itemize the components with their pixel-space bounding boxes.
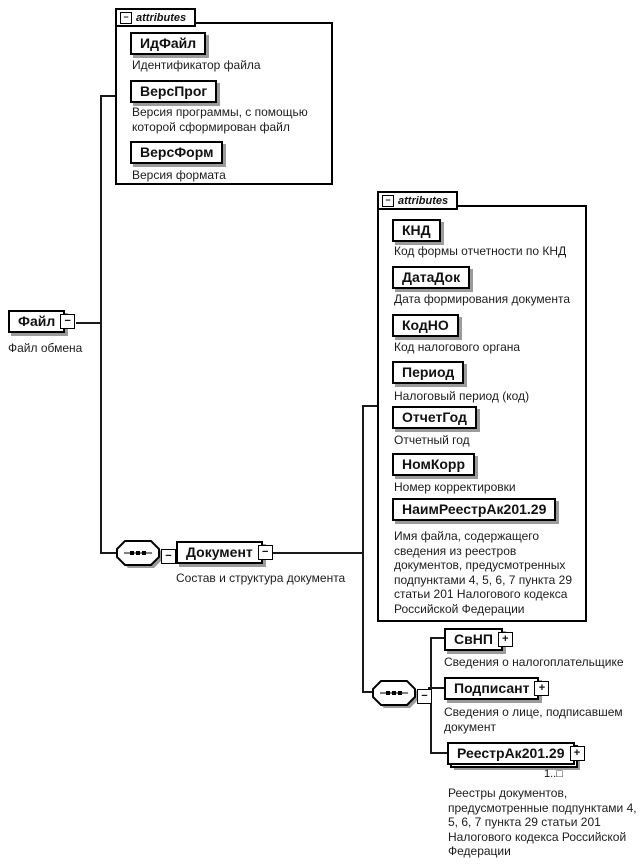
element-reestrak[interactable]	[447, 742, 575, 765]
attribute-description: Версия программы, с помощью которой сформирован файл	[132, 105, 308, 134]
connector-line	[362, 405, 378, 407]
attribute-description: Дата формирования документа	[394, 292, 571, 306]
element-reestrak-caption: Реестры документов, предусмотренные подпунктами 4, 5, 6, 7 пункта 29 статьи 201 Налогового кодекса Российской Федерации	[448, 786, 637, 858]
collapse-toggle-icon[interactable]: −	[417, 689, 432, 704]
element-document-caption: Состав и структура документа	[176, 571, 346, 585]
element-document[interactable]	[176, 541, 263, 564]
element-svnp-caption: Сведения о налогоплательщике	[444, 655, 624, 669]
attribute-box-otchetgod[interactable]: ОтчетГод	[392, 406, 477, 429]
attributes-panel-file	[115, 8, 333, 185]
element-podpisant-label: Подписант	[454, 680, 530, 696]
sequence-indicator-icon	[116, 540, 166, 572]
connector-line	[100, 95, 102, 554]
attribute-description: Версия формата	[132, 168, 226, 182]
connector-line	[264, 552, 362, 554]
attribute-description: Налоговый период (код)	[394, 389, 530, 403]
sequence-indicator-icon	[372, 680, 422, 712]
element-file-caption: Файл обмена	[8, 341, 83, 355]
attribute-description: Идентификатор файла	[132, 58, 261, 72]
collapse-toggle-icon[interactable]: −	[161, 549, 176, 564]
expand-toggle-icon[interactable]: +	[534, 681, 549, 696]
attribute-box-kodno[interactable]: КодНО	[392, 314, 459, 337]
connector-line	[76, 322, 100, 324]
attribute-box-versform[interactable]: ВерсФорм	[130, 141, 223, 164]
attribute-box-versprog[interactable]: ВерсПрог	[130, 80, 217, 103]
attribute-box-period[interactable]: Период	[392, 361, 464, 384]
element-svnp-label: СвНП	[454, 631, 493, 647]
attributes-tab-label: attributes	[398, 194, 449, 207]
collapse-icon[interactable]: −	[120, 12, 132, 24]
attribute-description: Код налогового органа	[394, 340, 521, 354]
attributes-body	[115, 22, 333, 185]
element-svnp[interactable]	[444, 628, 503, 651]
collapse-icon[interactable]: −	[382, 195, 394, 207]
attribute-description: Код формы отчетности по КНД	[394, 244, 567, 258]
attributes-tab-label: attributes	[136, 11, 187, 24]
attribute-description: Номер корректировки	[394, 480, 516, 494]
connector-line	[362, 405, 364, 693]
attribute-box-datadok[interactable]: ДатаДок	[392, 266, 470, 289]
attributes-tab[interactable]	[115, 8, 196, 27]
attribute-description: Отчетный год	[394, 433, 470, 447]
attribute-box-knd[interactable]: КНД	[392, 219, 441, 242]
element-reestrak-label: РеестрАк201.29	[457, 745, 565, 761]
attributes-panel-document	[377, 191, 587, 622]
multiplicity-label: 1..□	[544, 768, 563, 780]
element-document-label: Документ	[186, 544, 253, 560]
collapse-toggle-icon[interactable]: −	[60, 314, 75, 329]
attribute-box-naimreestr[interactable]: НаимРеестрАк201.29	[392, 498, 556, 521]
attribute-box-idfile[interactable]: ИдФайл	[130, 32, 206, 55]
element-file-label: Файл	[18, 313, 56, 329]
collapse-toggle-icon[interactable]: −	[258, 545, 273, 560]
expand-toggle-icon[interactable]: +	[498, 632, 513, 647]
element-podpisant-caption: Сведения о лице, подписавшем документ	[444, 705, 623, 734]
attribute-box-nomkorr[interactable]: НомКорр	[392, 453, 475, 476]
element-podpisant[interactable]	[444, 677, 539, 700]
attribute-description: Имя файла, содержащего сведения из реестров документов, предусмотренных подпунктами 4, 5, 6, 7 пункта 29 статьи 201 Налогового кодекса Российской Федерации	[394, 529, 573, 616]
expand-toggle-icon[interactable]: +	[570, 746, 585, 761]
attributes-body	[377, 205, 587, 622]
element-file[interactable]	[8, 310, 65, 333]
connector-line	[430, 752, 448, 754]
attributes-tab[interactable]	[377, 191, 458, 210]
